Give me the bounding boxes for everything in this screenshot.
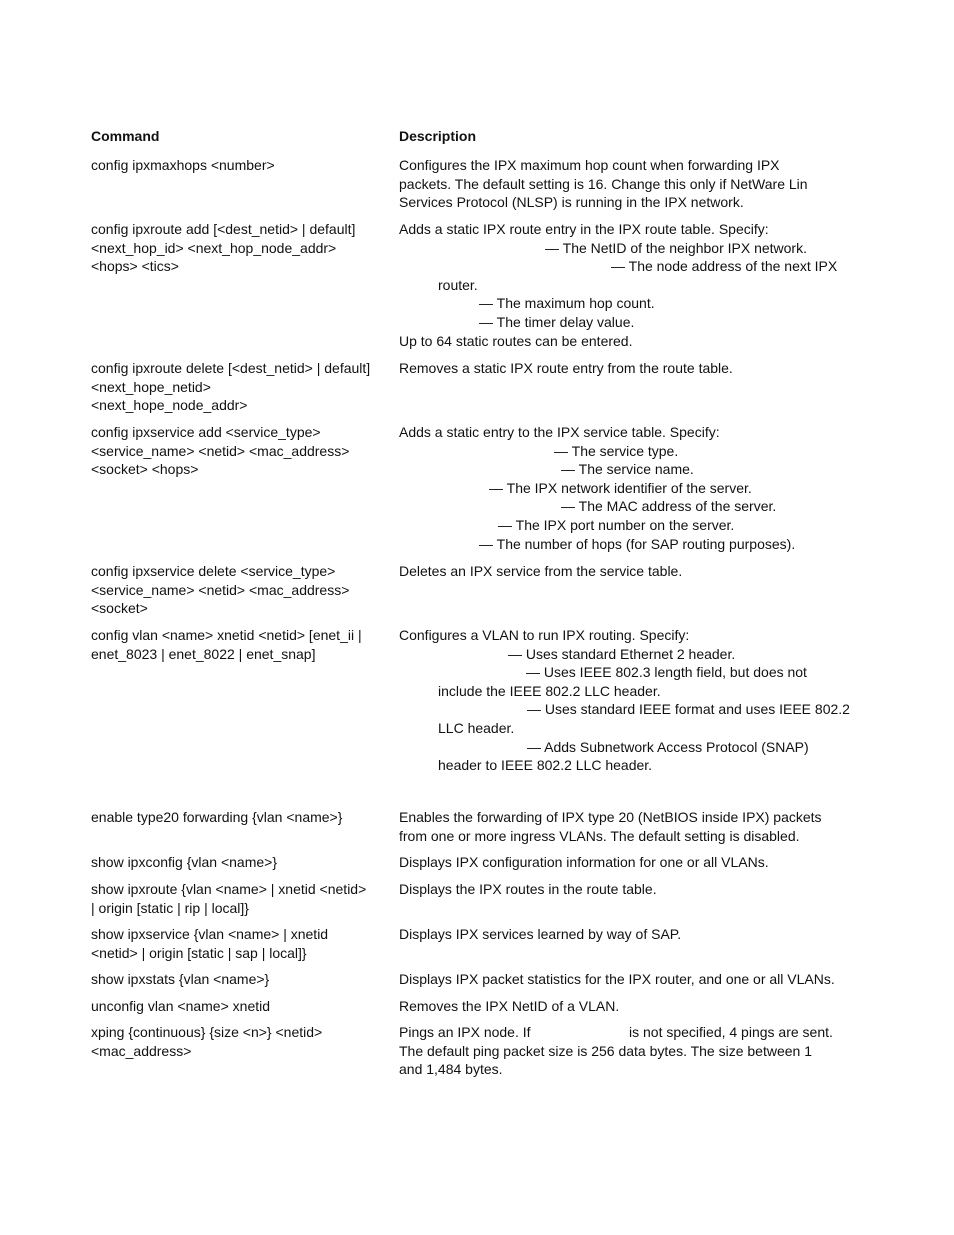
description-text: from one or more ingress VLANs. The default setting is disabled. <box>399 827 800 844</box>
command-text: <mac_address> <box>91 1042 192 1059</box>
description-text: packets. The default setting is 16. Change this only if NetWare Lin <box>399 175 808 192</box>
description-text: header to IEEE 802.2 LLC header. <box>438 757 653 774</box>
description-text: — The timer delay value. <box>479 314 635 330</box>
command-text: show ipxconfig {vlan <name>} <box>91 854 278 870</box>
description-text: — The service name. <box>561 461 694 478</box>
description-text: Up to 64 static routes can be entered. <box>399 332 633 349</box>
description-text: — The node address of the next IPX <box>611 258 838 275</box>
description-text: Adds a static entry to the IPX service table. Specify: <box>399 424 720 440</box>
description-text: — The IPX network identifier of the server. <box>489 479 752 496</box>
description-text: Configures a VLAN to run IPX routing. Specify: <box>399 627 690 643</box>
description-text: Pings an IPX node. If <box>399 1024 531 1040</box>
description-text: — The MAC address of the server. <box>561 498 777 515</box>
command-text: <next_hope_node_addr> <box>91 397 248 414</box>
command-text: config ipxroute add [<dest_netid> | default] <box>91 221 356 237</box>
command-text: <service_name> <netid> <mac_address> <box>91 442 350 459</box>
command-text: show ipxroute {vlan <name> | xnetid <netid> <box>91 881 367 897</box>
description-text: include the IEEE 802.2 LLC header. <box>438 682 661 699</box>
description-text: Deletes an IPX service from the service table. <box>399 563 683 579</box>
description-text: — Uses standard IEEE format and uses IEEE 802.2 <box>527 701 850 718</box>
command-text: config ipxservice delete <service_type> <box>91 563 336 579</box>
command-text: | origin [static | rip | local]} <box>91 899 249 916</box>
command-text: config ipxmaxhops <number> <box>91 157 275 173</box>
command-text: show ipxstats {vlan <name>} <box>91 971 270 987</box>
description-text: — The number of hops (for SAP routing purposes). <box>479 535 796 552</box>
command-text: <next_hop_id> <next_hop_node_addr> <box>91 239 337 256</box>
command-text: <next_hope_netid> <box>91 378 211 395</box>
command-text: config ipxservice add <service_type> <box>91 424 321 440</box>
description-text: — Uses standard Ethernet 2 header. <box>508 645 736 662</box>
command-text: enet_8023 | enet_8022 | enet_snap] <box>91 645 316 662</box>
description-text: and 1,484 bytes. <box>399 1061 503 1078</box>
command-text: <socket> <hops> <box>91 461 199 478</box>
description-text: — The NetID of the neighbor IPX network. <box>545 239 807 256</box>
command-text: config ipxroute delete [<dest_netid> | default] <box>91 360 371 376</box>
description-text: — The maximum hop count. <box>479 295 655 312</box>
description-text: The default ping packet size is 256 data bytes. The size between 1 <box>399 1042 812 1059</box>
description-text: Displays IPX services learned by way of SAP. <box>399 926 682 942</box>
description-text: router. <box>438 276 478 293</box>
command-text: <netid> | origin [static | sap | local]} <box>91 944 307 961</box>
command-text: enable type20 forwarding {vlan <name>} <box>91 809 343 825</box>
command-text: <service_name> <netid> <mac_address> <box>91 581 350 598</box>
description-text: Displays IPX configuration information for one or all VLANs. <box>399 854 769 870</box>
description-text: is not specified, 4 pings are sent. <box>629 1024 833 1040</box>
command-column-header: Command <box>91 128 160 144</box>
command-text: config vlan <name> xnetid <netid> [enet_ii | <box>91 627 362 643</box>
command-text: <socket> <box>91 600 148 617</box>
description-text: Enables the forwarding of IPX type 20 (NetBIOS inside IPX) packets <box>399 809 822 825</box>
description-text: LLC header. <box>438 720 515 736</box>
command-text: show ipxservice {vlan <name> | xnetid <box>91 926 329 942</box>
description-text: Displays IPX packet statistics for the IPX router, and one or all VLANs. <box>399 971 835 987</box>
description-text: Removes a static IPX route entry from the route table. <box>399 360 733 376</box>
description-text: — The IPX port number on the server. <box>498 517 735 533</box>
command-text: <hops> <tics> <box>91 258 179 275</box>
description-column-header: Description <box>399 128 477 144</box>
description-text: — The service type. <box>554 442 679 459</box>
description-text: Services Protocol (NLSP) is running in the IPX network. <box>399 194 744 211</box>
description-text: — Uses IEEE 802.3 length field, but does not <box>526 664 807 681</box>
description-text: Adds a static IPX route entry in the IPX route table. Specify: <box>399 221 769 237</box>
description-text: Configures the IPX maximum hop count when forwarding IPX <box>399 157 780 173</box>
description-text: — Adds Subnetwork Access Protocol (SNAP) <box>527 738 809 755</box>
description-text: Removes the IPX NetID of a VLAN. <box>399 998 620 1014</box>
command-text: unconfig vlan <name> xnetid <box>91 998 271 1014</box>
description-text: Displays the IPX routes in the route table. <box>399 881 657 897</box>
command-text: xping {continuous} {size <n>} <netid> <box>91 1024 323 1040</box>
